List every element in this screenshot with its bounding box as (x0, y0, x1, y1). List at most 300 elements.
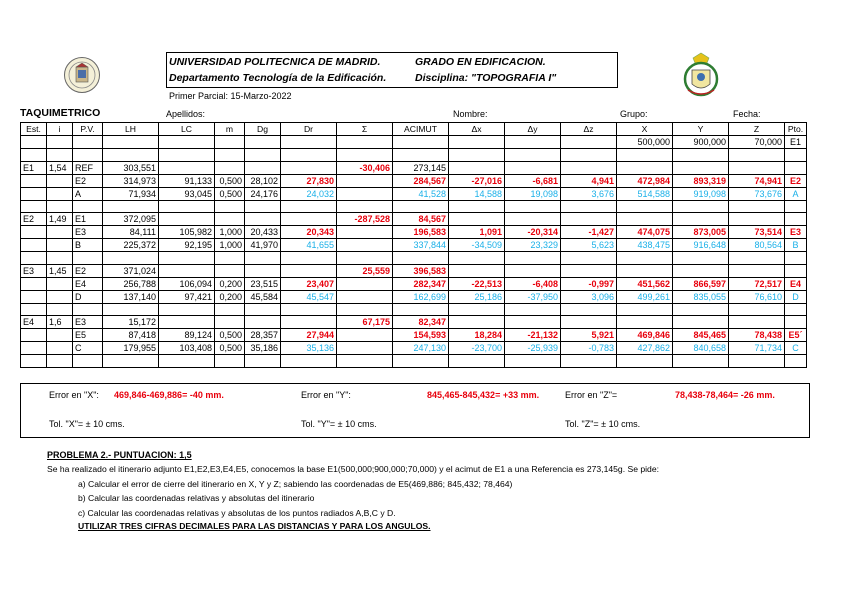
table-cell (561, 264, 617, 277)
table-cell: 82,347 (393, 316, 449, 329)
table-cell: 72,517 (729, 277, 785, 290)
table-cell: -30,406 (337, 161, 393, 174)
table-cell: 41,970 (245, 239, 281, 252)
table-cell: 67,175 (337, 316, 393, 329)
group-label: Grupo: (620, 109, 648, 119)
table-cell (617, 303, 673, 316)
table-cell (729, 200, 785, 213)
table-cell (103, 149, 159, 162)
table-cell (47, 187, 73, 200)
table-cell: 1,000 (215, 226, 245, 239)
table-cell: 438,475 (617, 239, 673, 252)
table-row (21, 200, 807, 213)
table-cell (337, 239, 393, 252)
table-row (21, 161, 807, 174)
table-cell: 1,091 (449, 226, 505, 239)
column-header: Dr (281, 123, 337, 136)
table-cell: 371,024 (103, 264, 159, 277)
table-cell: E1 (21, 161, 47, 174)
degree-name: GRADO EN EDIFICACION. (415, 56, 546, 68)
table-cell (159, 149, 215, 162)
table-cell: 23,407 (281, 277, 337, 290)
table-cell: 866,597 (673, 277, 729, 290)
table-cell: 4,941 (561, 174, 617, 187)
table-cell: 27,944 (281, 329, 337, 342)
table-cell (617, 149, 673, 162)
table-cell (393, 252, 449, 265)
table-cell (505, 161, 561, 174)
table-cell: 24,032 (281, 187, 337, 200)
table-cell (245, 355, 281, 368)
table-cell (785, 161, 807, 174)
table-cell: 15,172 (103, 316, 159, 329)
table-cell: 23,515 (245, 277, 281, 290)
table-cell: 247,130 (393, 342, 449, 355)
table-cell (337, 136, 393, 149)
column-header: m (215, 123, 245, 136)
table-cell: 273,145 (393, 161, 449, 174)
table-cell (785, 316, 807, 329)
table-cell: 179,955 (103, 342, 159, 355)
table-cell: E4 (785, 277, 807, 290)
table-cell: 256,788 (103, 277, 159, 290)
table-cell: 469,846 (617, 329, 673, 342)
table-cell (281, 316, 337, 329)
table-cell (245, 161, 281, 174)
table-cell: 451,562 (617, 277, 673, 290)
table-cell: 873,005 (673, 226, 729, 239)
table-cell (505, 316, 561, 329)
table-cell: 27,830 (281, 174, 337, 187)
table-cell: 71,934 (103, 187, 159, 200)
column-header: i (47, 123, 73, 136)
table-cell (245, 149, 281, 162)
table-cell: 73,514 (729, 226, 785, 239)
table-cell (337, 226, 393, 239)
table-cell (47, 136, 73, 149)
table-cell (103, 252, 159, 265)
table-cell: -6,408 (505, 277, 561, 290)
table-cell: 73,676 (729, 187, 785, 200)
table-row (21, 316, 807, 329)
table-cell (73, 149, 103, 162)
table-cell (393, 200, 449, 213)
table-cell: -6,681 (505, 174, 561, 187)
table-cell (561, 355, 617, 368)
table-cell (159, 252, 215, 265)
problem-item-b: b) Calcular las coordenadas relativas y absolutas del itinerario (78, 493, 315, 503)
table-cell (729, 355, 785, 368)
table-row (21, 342, 807, 355)
table-cell: 1,54 (47, 161, 73, 174)
table-cell (617, 316, 673, 329)
table-cell (159, 161, 215, 174)
table-cell: 71,734 (729, 342, 785, 355)
table-cell (215, 149, 245, 162)
table-cell: 20,433 (245, 226, 281, 239)
table-cell (505, 213, 561, 226)
table-cell (449, 264, 505, 277)
column-header: Est. (21, 123, 47, 136)
table-cell (47, 303, 73, 316)
upm-seal-logo (63, 56, 101, 94)
table-cell: 106,094 (159, 277, 215, 290)
table-row (21, 303, 807, 316)
table-cell: B (785, 239, 807, 252)
table-cell: 92,195 (159, 239, 215, 252)
table-cell (21, 149, 47, 162)
table-cell (729, 213, 785, 226)
table-cell: E4 (21, 316, 47, 329)
table-cell (215, 355, 245, 368)
table-cell (673, 264, 729, 277)
table-cell (337, 303, 393, 316)
table-cell (47, 226, 73, 239)
table-cell: 282,347 (393, 277, 449, 290)
table-cell: 5,623 (561, 239, 617, 252)
table-cell: C (73, 342, 103, 355)
table-row (21, 213, 807, 226)
table-cell (337, 329, 393, 342)
table-cell (159, 213, 215, 226)
table-cell: 28,102 (245, 174, 281, 187)
table-row (21, 264, 807, 277)
table-cell (281, 264, 337, 277)
table-cell (729, 316, 785, 329)
table-cell: 1,49 (47, 213, 73, 226)
table-cell (73, 303, 103, 316)
table-cell: 303,551 (103, 161, 159, 174)
table-cell: 70,000 (729, 136, 785, 149)
table-cell: 41,528 (393, 187, 449, 200)
column-header: LC (159, 123, 215, 136)
table-cell (21, 355, 47, 368)
table-cell (617, 213, 673, 226)
table-cell: E4 (73, 277, 103, 290)
header-box (166, 52, 618, 88)
table-cell (505, 136, 561, 149)
table-cell: 0,500 (215, 174, 245, 187)
table-cell: 97,421 (159, 290, 215, 303)
table-cell (21, 187, 47, 200)
problem-item-c: c) Calcular las coordenadas relativas y absolutas de los puntos radiados A,B,C y D. (78, 508, 396, 518)
table-cell (215, 161, 245, 174)
table-cell: -21,132 (505, 329, 561, 342)
table-cell (47, 149, 73, 162)
table-cell: 427,862 (617, 342, 673, 355)
table-cell (21, 290, 47, 303)
table-cell (673, 355, 729, 368)
table-cell: 24,176 (245, 187, 281, 200)
table-cell: 499,261 (617, 290, 673, 303)
table-cell (617, 264, 673, 277)
table-cell: 25,186 (449, 290, 505, 303)
table-cell (215, 213, 245, 226)
table-cell (337, 149, 393, 162)
table-cell: 105,982 (159, 226, 215, 239)
table-cell (561, 316, 617, 329)
table-cell: 41,655 (281, 239, 337, 252)
table-cell: 0,500 (215, 329, 245, 342)
table-cell: 25,559 (337, 264, 393, 277)
table-cell: REF (73, 161, 103, 174)
table-cell: 74,941 (729, 174, 785, 187)
table-header-row (21, 123, 807, 136)
problem-title: PROBLEMA 2.- PUNTUACION: 1,5 (47, 450, 192, 460)
table-cell (561, 213, 617, 226)
table-cell: 28,357 (245, 329, 281, 342)
table-cell (729, 161, 785, 174)
table-cell (21, 342, 47, 355)
table-cell: 3,096 (561, 290, 617, 303)
table-cell (245, 264, 281, 277)
table-cell (673, 316, 729, 329)
table-cell: 35,186 (245, 342, 281, 355)
problem-item-a: a) Calcular el error de cierre del itinerario en X, Y y Z; sabiendo las coordenadas de E5(469,886; 845,432; 78,464) (78, 479, 513, 489)
table-row (21, 226, 807, 239)
table-cell: 900,000 (673, 136, 729, 149)
closure-error-box (20, 383, 810, 438)
table-cell (337, 277, 393, 290)
table-cell: 84,111 (103, 226, 159, 239)
table-cell (103, 200, 159, 213)
table-cell (785, 149, 807, 162)
table-cell: E3 (73, 226, 103, 239)
table-cell: 3,676 (561, 187, 617, 200)
table-cell: 162,699 (393, 290, 449, 303)
table-cell (47, 290, 73, 303)
section-title: TAQUIMETRICO (20, 107, 101, 119)
exam-date: Primer Parcial: 15-Marzo-2022 (169, 91, 292, 101)
table-cell (449, 161, 505, 174)
table-cell (449, 303, 505, 316)
table-cell (673, 161, 729, 174)
table-cell (215, 200, 245, 213)
table-cell (729, 149, 785, 162)
table-cell: 337,844 (393, 239, 449, 252)
table-cell: 137,140 (103, 290, 159, 303)
table-cell: -0,997 (561, 277, 617, 290)
table-cell: -27,016 (449, 174, 505, 187)
column-header: LH (103, 123, 159, 136)
table-cell (449, 136, 505, 149)
table-cell (505, 264, 561, 277)
table-cell (281, 213, 337, 226)
table-cell (47, 174, 73, 187)
table-cell: 314,973 (103, 174, 159, 187)
column-header: Dg (245, 123, 281, 136)
table-cell (215, 316, 245, 329)
table-cell: E2 (785, 174, 807, 187)
table-cell (337, 342, 393, 355)
table-cell (393, 136, 449, 149)
table-cell (159, 303, 215, 316)
table-row (21, 187, 807, 200)
table-row (21, 355, 807, 368)
table-cell: 514,588 (617, 187, 673, 200)
table-cell (281, 149, 337, 162)
table-cell (281, 200, 337, 213)
table-cell (245, 200, 281, 213)
column-header: Δx (449, 123, 505, 136)
table-cell: 835,055 (673, 290, 729, 303)
table-cell (729, 264, 785, 277)
table-row (21, 149, 807, 162)
table-cell (505, 303, 561, 316)
table-cell (337, 200, 393, 213)
table-cell: 1,45 (47, 264, 73, 277)
error-y-label: Error en "Y": (301, 390, 351, 400)
table-cell (449, 149, 505, 162)
department-name: Departamento Tecnología de la Edificación. (169, 72, 387, 84)
table-cell (215, 252, 245, 265)
table-cell: 35,136 (281, 342, 337, 355)
table-cell (281, 136, 337, 149)
table-cell (673, 252, 729, 265)
table-cell (785, 252, 807, 265)
table-cell (449, 200, 505, 213)
table-cell (785, 355, 807, 368)
table-cell: 45,547 (281, 290, 337, 303)
table-cell: E1 (785, 136, 807, 149)
table-cell (281, 161, 337, 174)
table-cell: 76,610 (729, 290, 785, 303)
table-cell (21, 303, 47, 316)
table-cell (729, 303, 785, 316)
table-cell (281, 252, 337, 265)
table-cell: E3 (73, 316, 103, 329)
table-cell (215, 264, 245, 277)
table-cell (281, 303, 337, 316)
table-cell (337, 174, 393, 187)
table-cell: 0,500 (215, 187, 245, 200)
table-cell: E5´ (785, 329, 807, 342)
table-cell: -287,528 (337, 213, 393, 226)
column-header: P.V. (73, 123, 103, 136)
table-cell (21, 277, 47, 290)
subject-name: Disciplina: "TOPOGRAFIA I" (415, 72, 557, 84)
table-cell: 19,098 (505, 187, 561, 200)
table-cell: E3 (785, 226, 807, 239)
table-cell: 154,593 (393, 329, 449, 342)
table-cell: E5 (73, 329, 103, 342)
table-cell (103, 136, 159, 149)
table-cell: E2 (73, 174, 103, 187)
table-cell (245, 213, 281, 226)
table-cell (21, 226, 47, 239)
error-x-label: Error en "X": (49, 390, 99, 400)
table-row (21, 290, 807, 303)
table-row (21, 174, 807, 187)
column-header: Z (729, 123, 785, 136)
table-cell (561, 252, 617, 265)
column-header: Δz (561, 123, 617, 136)
table-cell (449, 316, 505, 329)
table-cell: -34,509 (449, 239, 505, 252)
table-cell (47, 252, 73, 265)
column-header: Y (673, 123, 729, 136)
table-cell: 1,6 (47, 316, 73, 329)
name-label: Nombre: (453, 109, 488, 119)
surnames-label: Apellidos: (166, 109, 206, 119)
table-cell (505, 252, 561, 265)
table-cell (393, 355, 449, 368)
table-cell: 916,648 (673, 239, 729, 252)
table-cell: 474,075 (617, 226, 673, 239)
column-header: X (617, 123, 673, 136)
table-cell (729, 252, 785, 265)
table-cell (159, 316, 215, 329)
table-cell: -22,513 (449, 277, 505, 290)
table-cell (73, 252, 103, 265)
table-cell: 23,329 (505, 239, 561, 252)
table-cell: 89,124 (159, 329, 215, 342)
table-cell: 80,564 (729, 239, 785, 252)
table-cell: E1 (73, 213, 103, 226)
table-cell (673, 213, 729, 226)
table-cell: E2 (21, 213, 47, 226)
table-cell (673, 200, 729, 213)
table-cell (103, 303, 159, 316)
table-cell: 284,567 (393, 174, 449, 187)
table-cell: 840,658 (673, 342, 729, 355)
table-cell (159, 200, 215, 213)
table-cell (617, 252, 673, 265)
column-header: Δy (505, 123, 561, 136)
table-cell (159, 355, 215, 368)
table-cell (785, 303, 807, 316)
table-cell: 5,921 (561, 329, 617, 342)
table-cell (561, 149, 617, 162)
table-cell: -25,939 (505, 342, 561, 355)
table-cell (449, 213, 505, 226)
table-cell (337, 187, 393, 200)
table-row (21, 136, 807, 149)
table-cell (73, 355, 103, 368)
table-cell (215, 303, 245, 316)
table-cell (449, 355, 505, 368)
table-cell (505, 149, 561, 162)
table-cell (21, 200, 47, 213)
table-cell (21, 329, 47, 342)
table-cell: E3 (21, 264, 47, 277)
table-cell: 0,200 (215, 277, 245, 290)
table-cell (159, 264, 215, 277)
tolerance-z: Tol. "Z"= ± 10 cms. (565, 419, 641, 429)
table-cell (215, 136, 245, 149)
table-cell: D (73, 290, 103, 303)
table-cell (393, 149, 449, 162)
table-cell (449, 252, 505, 265)
table-cell (21, 136, 47, 149)
error-y-value: 845,465-845,432= +33 mm. (427, 390, 540, 400)
table-cell (47, 329, 73, 342)
table-cell: 845,465 (673, 329, 729, 342)
table-cell (159, 136, 215, 149)
table-cell (245, 316, 281, 329)
error-x-value: 469,846-469,886= -40 mm. (114, 390, 224, 400)
survey-table (20, 122, 807, 368)
problem-statement: Se ha realizado el itinerario adjunto E1,E2,E3,E4,E5, conocemos la base E1(500,000;900,000;70,000) y el acimut de E1 a una Referencia es 273,145g. Se pide: (47, 464, 659, 474)
table-cell: -20,314 (505, 226, 561, 239)
table-cell (785, 213, 807, 226)
table-cell (617, 200, 673, 213)
table-cell: -0,783 (561, 342, 617, 355)
table-cell (281, 355, 337, 368)
table-cell (561, 136, 617, 149)
table-cell: 14,588 (449, 187, 505, 200)
column-header: ACIMUT (393, 123, 449, 136)
